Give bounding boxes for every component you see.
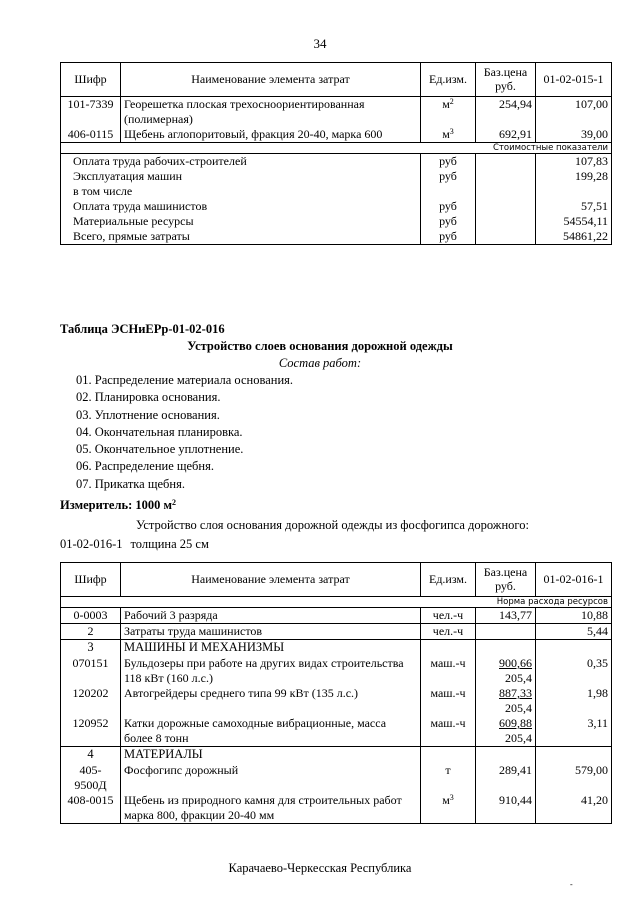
list-item: 05. Окончательное уплотнение. [76,442,244,457]
row-value: 107,00 [536,96,612,127]
row-name: Георешетка плоская трехосноориентированная (полимерная) [121,96,421,127]
col-header-norm: 01-02-015-1 [536,63,612,97]
col-header-unit: Ед.изм. [421,563,476,597]
table-row: 2 Затраты труда машинистов чел.-ч 5,44 [61,624,612,640]
list-item: 03. Уплотнение основания. [76,407,220,422]
work-heading: Состав работ: [278,356,362,370]
list-item: 07. Прикатка щебня. [76,476,185,491]
section-row: 3 МАШИНЫ И МЕХАНИЗМЫ [61,640,612,656]
summary-row: Всего, прямые затраты руб 54861,22 [61,229,612,245]
list-item: 01. Распределение материала основания. [76,373,294,387]
page-footer: Карачаево-Черкесская Республика [228,861,412,875]
section-separator: Норма расхода ресурсов [61,596,612,608]
summary-row: Оплата труда рабочих-строителей руб 107,83 [61,154,612,170]
page-number: 34 [313,36,327,51]
norm-code: 01-02-016-1 [60,537,123,551]
work-list [76,373,293,494]
row-price: 692,91 [476,127,536,143]
table-row: 070151 Бульдозеры при работе на других видах строительства 118 кВт (160 л.с.) маш.-ч 900,66 205,4 0,35 [61,656,612,686]
list-item: 02. Планировка основания. [76,390,221,405]
norm-code-line [60,537,209,553]
table-row [61,96,612,127]
section-row: 4 МАТЕРИАЛЫ [61,747,612,763]
row-unit: $м^3$ [421,127,476,143]
norm-thickness: толщина 25 см [130,537,209,551]
col-header-code: Шифр [61,63,121,97]
norm-description: Устройство слоя основания дорожной одежды из фосфогипса дорожного: [136,518,529,532]
list-item: 06. Распределение щебня. [76,459,214,474]
table-row: 0-0003 Рабочий 3 разряда чел.-ч 143,77 10,88 [61,608,612,624]
section-separator: Стоимостные показатели [61,142,612,154]
list-item: 04. Окончательная планировка. [76,424,243,439]
footer-mark: - [570,880,573,889]
col-header-price: Баз.цена руб. [476,63,536,97]
table-01-02-015 [60,62,612,245]
row-code: 406-0115 [61,127,121,143]
col-header-name: Наименование элемента затрат [121,563,421,597]
measure-label: Измеритель: 1000 $м^2$ [60,498,177,512]
row-code: 101-7339 [61,96,121,127]
col-header-price: Баз.цена руб. [476,563,536,597]
row-name: Щебень аглопоритовый, фракция 20-40, марка 600 [121,127,421,143]
row-price: 254,94 [476,96,536,127]
table-row: 120952 Катки дорожные самоходные вибрационные, масса более 8 тонн маш.-ч 609,88 205,4 3,11 [61,716,612,747]
row-unit: $м^2$ [421,96,476,127]
col-header-unit: Ед.изм. [421,63,476,97]
col-header-name: Наименование элемента затрат [121,63,421,97]
summary-row: Эксплуатация машин руб 199,28 [61,169,612,184]
summary-row: Оплата труда машинистов руб 57,51 [61,199,612,214]
table-01-02-016 [60,562,612,824]
summary-row: в том числе [61,184,612,199]
table-title: Таблица ЭСНиЕРр-01-02-016 [60,322,225,336]
table-row [61,127,612,143]
table-row: 120202 Автогрейдеры среднего типа 99 кВт (135 л.с.) маш.-ч 887,33 205,4 1,98 [61,686,612,716]
row-value: 39,00 [536,127,612,143]
table-row: 408-0015 Щебень из природного камня для строительных работ марка 800, фракции 20-40 мм $м^3$ 910,44 41,20 [61,793,612,824]
summary-row: Материальные ресурсы руб 54554,11 [61,214,612,229]
col-header-code: Шифр [61,563,121,597]
col-header-norm: 01-02-016-1 [536,563,612,597]
table-row: 405-9500Д Фосфогипс дорожный т 289,41 579,00 [61,763,612,793]
table-heading: Устройство слоев основания дорожной одежды [187,339,453,353]
